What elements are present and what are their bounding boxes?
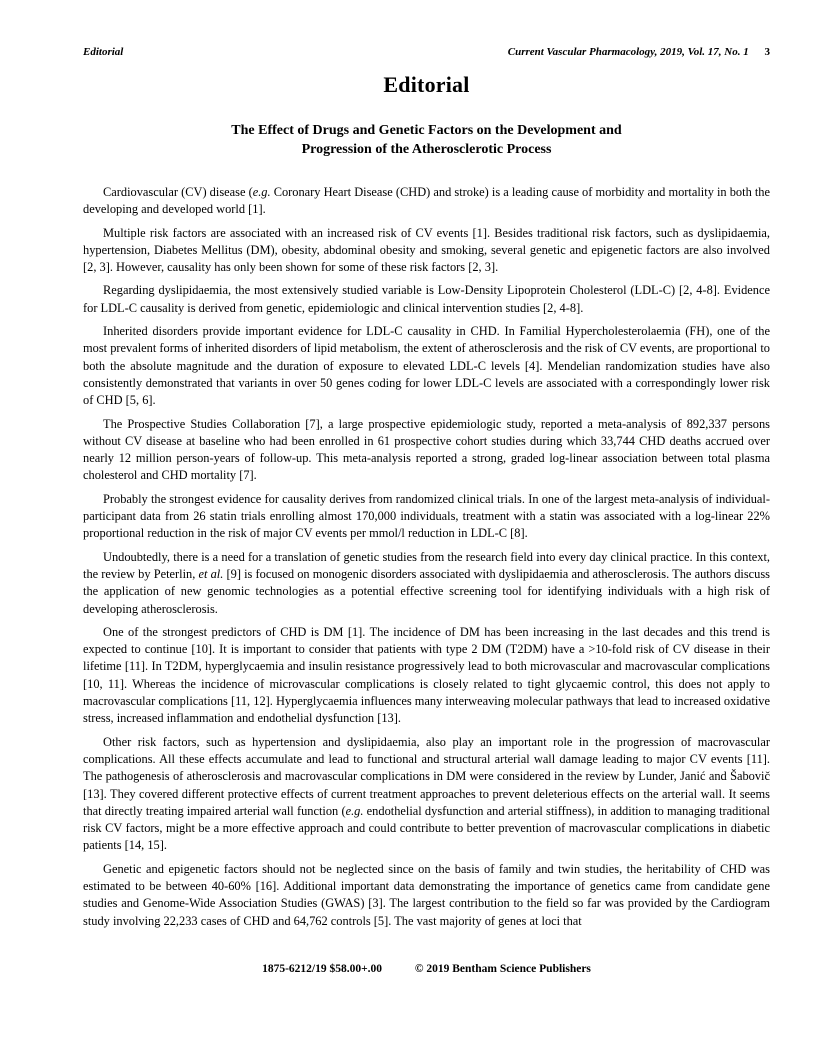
paragraph: Cardiovascular (CV) disease (e.g. Coronary Heart Disease (CHD) and stroke) is a leading cause of morbidity and mortality in both the developing and developed world [1]. bbox=[83, 185, 771, 217]
paragraph: Multiple risk factors are associated with an increased risk of CV events [1]. Besides traditional risk factors, such as dyslipidaemia, hypertension, Diabetes Mellitus (DM), obesity, abdominal obesity and smoking, several genetic and epigenetic factors are also involved [2, 3]. However, causality has only been shown for some of these risk factors [2, 3]. bbox=[83, 225, 770, 275]
article-body bbox=[83, 184, 770, 936]
page-number: 3 bbox=[764, 46, 770, 58]
issn-price: 1875-6212/19 $58.00+.00 bbox=[262, 963, 383, 975]
page-footer bbox=[83, 963, 770, 975]
running-head-citation bbox=[508, 46, 770, 58]
copyright-notice: © 2019 Bentham Science Publishers bbox=[414, 963, 591, 975]
journal-citation: Current Vascular Pharmacology, 2019, Vol. 17, No. 1 bbox=[507, 46, 749, 58]
paragraph: Genetic and epigenetic factors should not be neglected since on the basis of family and twin studies, the heritability of CHD was estimated to be between 40-60% [16]. Additional important data demonstrating the importance of genetics came from candidate gene studies and Genome-Wide Association Studies (GWAS) [3]. The largest contribution to the field so far was provided by the Cardiogram study involving 22,233 cases of CHD and 64,762 controls [5]. The vast majority of genes at loci that bbox=[83, 861, 770, 928]
running-head-section: Editorial bbox=[83, 46, 124, 58]
running-head bbox=[83, 46, 770, 58]
paragraph: Inherited disorders provide important evidence for LDL-C causality in CHD. In Familial Hypercholesterolaemia (FH), one of the most prevalent forms of inherited disorders of lipid metabolism, the extent of atherosclerosis and the risk of CV events, are proportional to both the absolute magnitude and the duration of exposure to elevated LDL-C levels [4]. Mendelian randomization studies have also consistently demonstrated that variants in over 50 genes coding for lower LDL-C levels are associated with a correspondingly lower risk of CHD [5, 6]. bbox=[83, 324, 770, 408]
article-title bbox=[83, 121, 770, 159]
paragraph: Other risk factors, such as hypertension and dyslipidaemia, also play an important role in the progression of macrovascular complications. All these effects accumulate and lead to functional and structural arterial wall damage leading to major CV events [11]. The pathogenesis of atherosclerosis and macrovascular complications in DM were considered in the review by Lunder, Janić and Šabovič [13]. They covered different protective effects of current treatment approaches to prevent deleterious effects on the arterial wall. It seems that directly treating impaired arterial wall function (e.g. endothelial dysfunction and arterial stiffness), in addition to managing traditional risk CV factors, might be a more effective approach and could contribute to better prevention of macrovascular complications in diabetic patients [14, 15]. bbox=[83, 734, 771, 853]
article-title-line2: Progression of the Atherosclerotic Process bbox=[301, 142, 552, 157]
section-title: Editorial bbox=[383, 72, 470, 97]
paragraph: Probably the strongest evidence for causality derives from randomized clinical trials. In one of the largest meta-analysis of individual-participant data from 26 statin trials enrolling almost 170,000 individuals, treatment with a statin was associated with a log-linear 22% proportional reduction in the risk of major CV events per mmol/l reduction in LDL-C [8]. bbox=[83, 491, 770, 541]
paragraph: Undoubtedly, there is a need for a translation of genetic studies from the research field into every day clinical practice. In this context, the review by Peterlin, et al. [9] is focused on monogenic disorders associated with dyslipidaemia and atherosclerosis. The authors discuss the application of new genomic technologies as a potential effective screening tool for identifying individuals with a high risk of developing atherosclerosis. bbox=[83, 549, 770, 616]
article-title-line1: The Effect of Drugs and Genetic Factors on the Development and bbox=[231, 123, 622, 138]
paragraph: One of the strongest predictors of CHD is DM [1]. The incidence of DM has been increasing in the last decades and this trend is expected to continue [10]. It is important to consider that patients with type 2 DM (T2DM) have a >10-fold risk of CV disease in their lifetime [11]. In T2DM, hyperglycaemia and insulin resistance progressively lead to both microvascular and macrovascular complications [10, 11]. Whereas the incidence of microvascular complications is closely related to tight glycaemic control, this does not apply to macrovascular complications [11, 12]. Hyperglycaemia influences many interweaving molecular pathways that lead to increased oxidative stress, increased inflammation and endothelial dysfunction [13]. bbox=[83, 624, 770, 726]
paragraph: The Prospective Studies Collaboration [7], a large prospective epidemiologic study, reported a meta-analysis of 892,337 persons without CV disease at baseline who had been enrolled in 61 prospective cohort studies during which 33,744 CHD deaths accrued over nearly 12 million person-years of follow-up. This meta-analysis reported a strong, graded log-linear association between total plasma cholesterol and CHD mortality [7]. bbox=[83, 416, 770, 483]
paragraph: Regarding dyslipidaemia, the most extensively studied variable is Low-Density Lipoprotein Cholesterol (LDL-C) [2, 4-8]. Evidence for LDL-C causality is derived from genetic, epidemiologic and clinical intervention studies [2, 4-8]. bbox=[83, 283, 770, 315]
